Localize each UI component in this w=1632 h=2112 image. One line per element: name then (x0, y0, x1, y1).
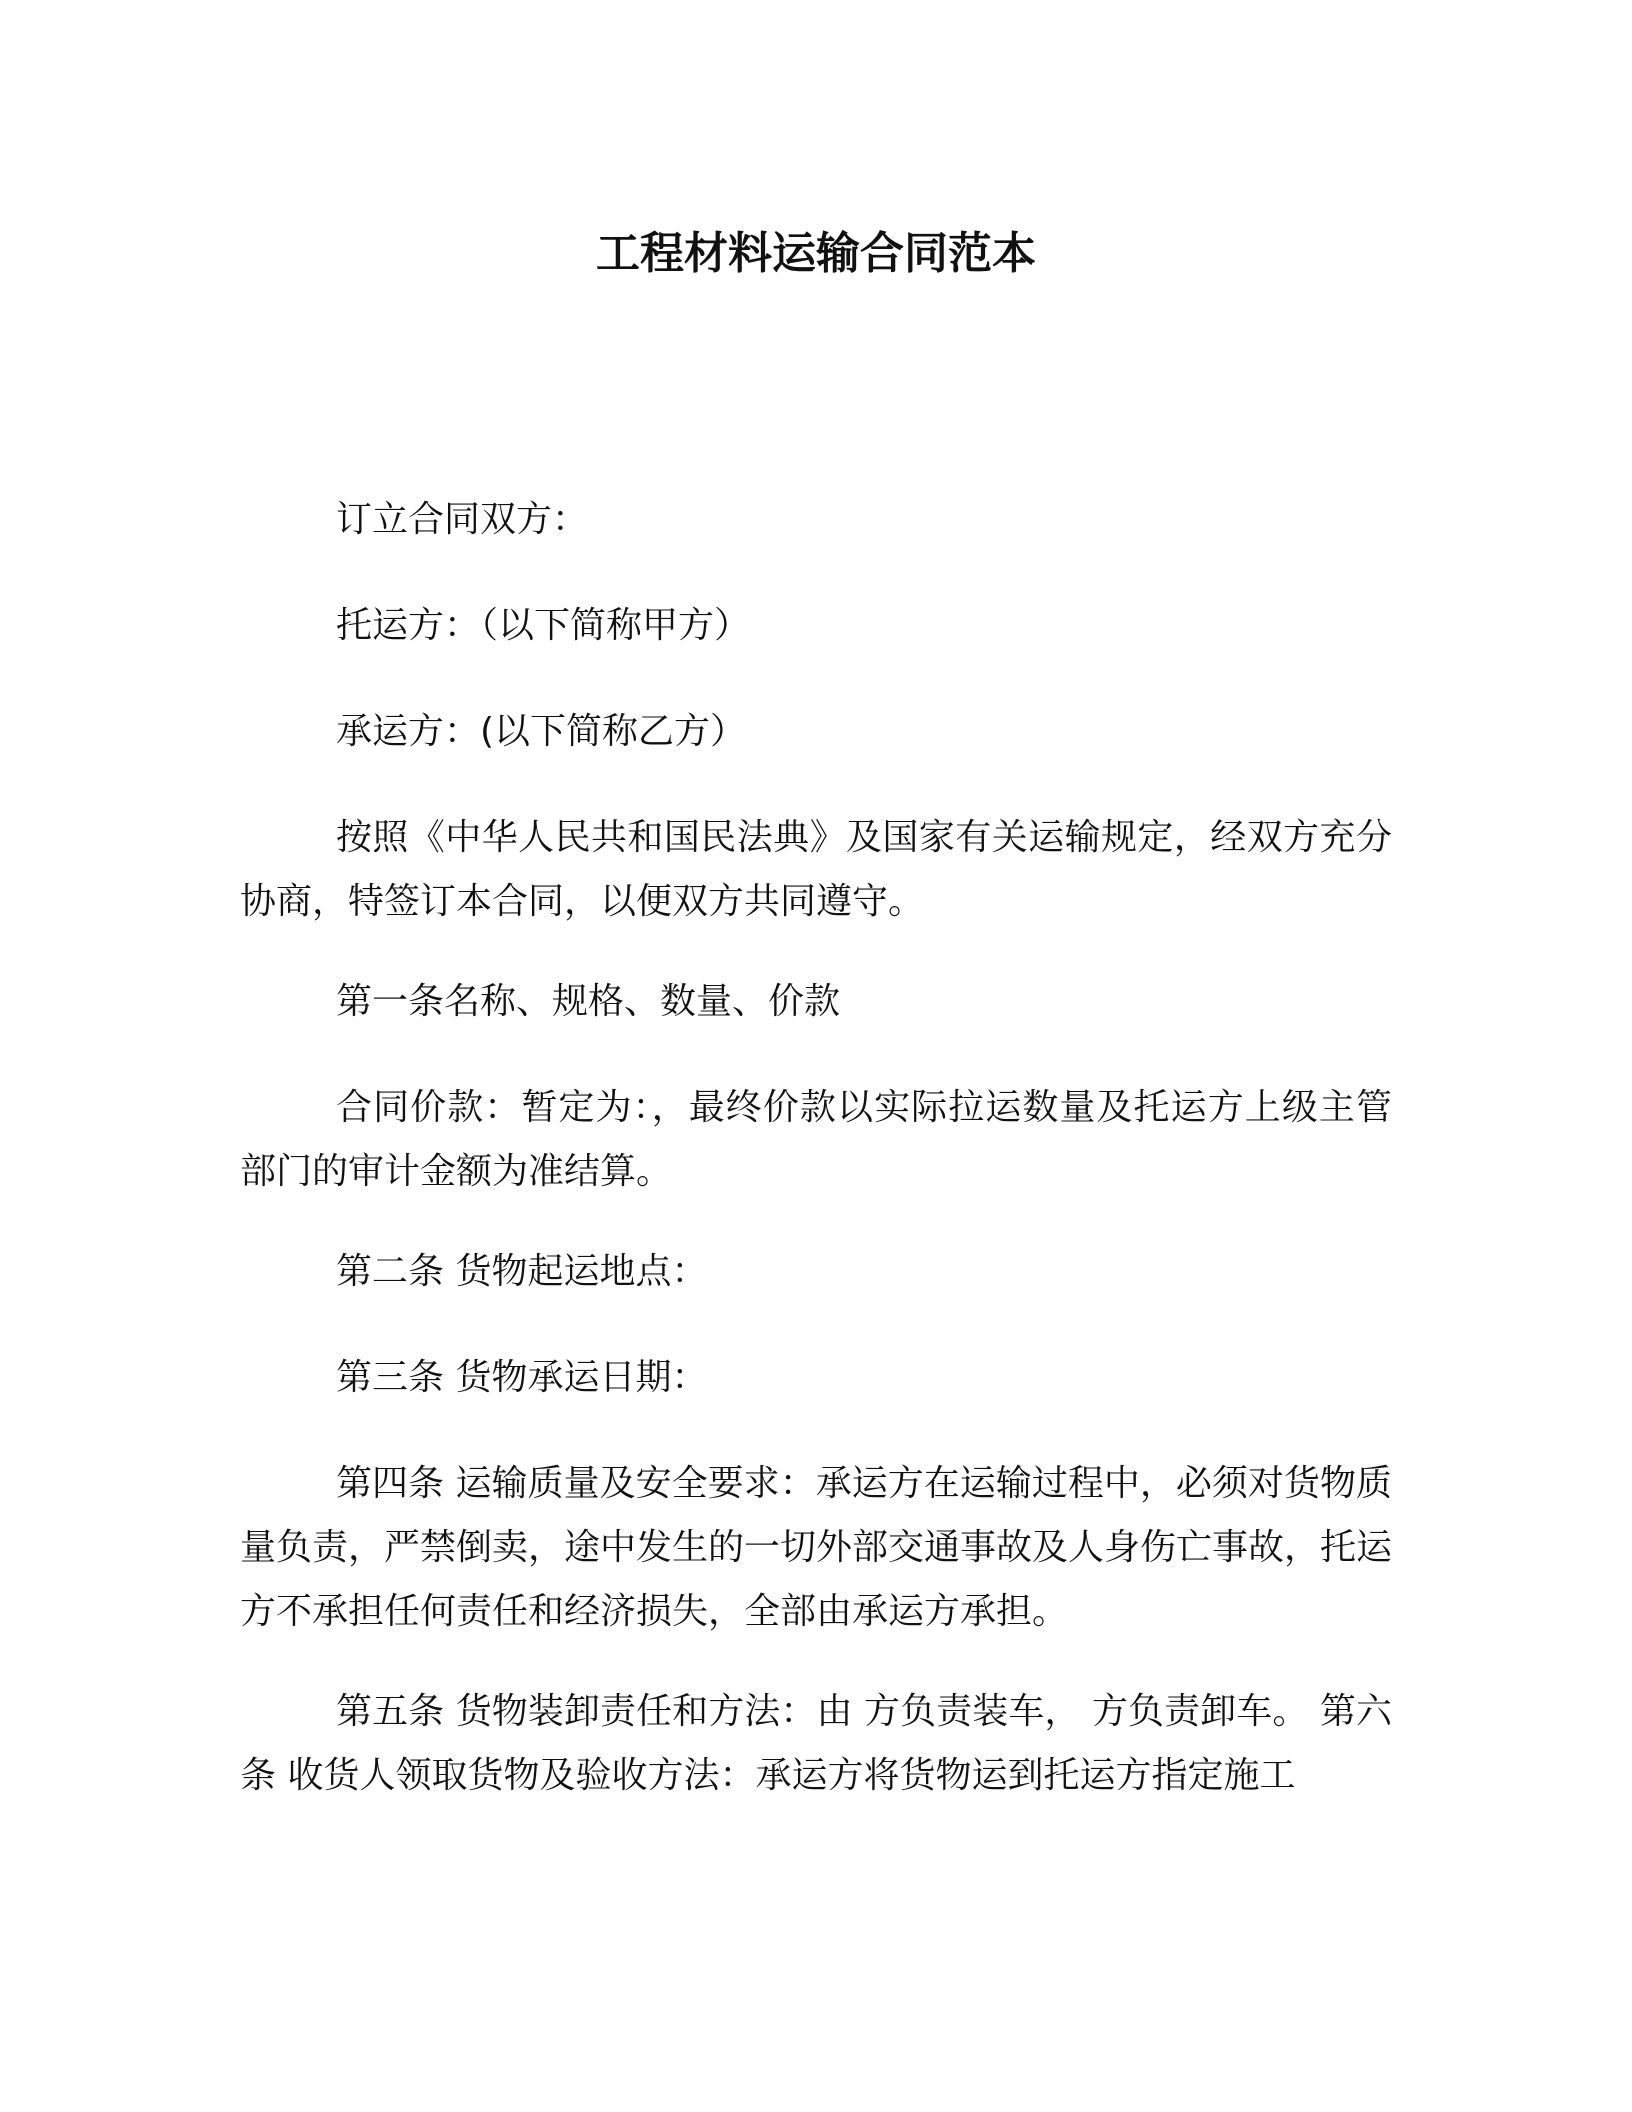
paragraph-carrier: 承运方：(以下简称乙方） (336, 711, 747, 752)
paragraph-shipper: 托运方：（以下简称甲方） (336, 605, 751, 646)
document-body (240, 488, 1392, 1850)
paragraph-contract-price: 合同价款：暂定为：，最终价款以实际拉运数量及托运方上级主管部门的审计金额为准结算。 (240, 1087, 1392, 1192)
paragraph-article-5-6: 第五条 货物装卸责任和方法：由 方负责装车， 方负责卸车。 第六条 收货人领取货物及验收方法：承运方将货物运到托运方指定施工 (240, 1691, 1392, 1796)
paragraph-preamble: 按照《中华人民共和国民法典》及国家有关运输规定，经双方充分协商，特签订本合同，以便双方共同遵守。 (240, 817, 1392, 922)
paragraph-article-1: 第一条名称、规格、数量、价款 (336, 981, 841, 1022)
paragraph-article-3: 第三条 货物承运日期： (336, 1357, 708, 1398)
paragraph-parties: 订立合同双方： (336, 499, 589, 540)
paragraph-article-4: 第四条 运输质量及安全要求：承运方在运输过程中，必须对货物质量负责，严禁倒卖，途中发生的一切外部交通事故及人身伤亡事故，托运方不承担任何责任和经济损失，全部由承运方承担。 (240, 1463, 1393, 1632)
paragraph-article-2: 第二条 货物起运地点： (336, 1251, 708, 1292)
document-title: 工程材料运输合同范本 (596, 228, 1036, 279)
